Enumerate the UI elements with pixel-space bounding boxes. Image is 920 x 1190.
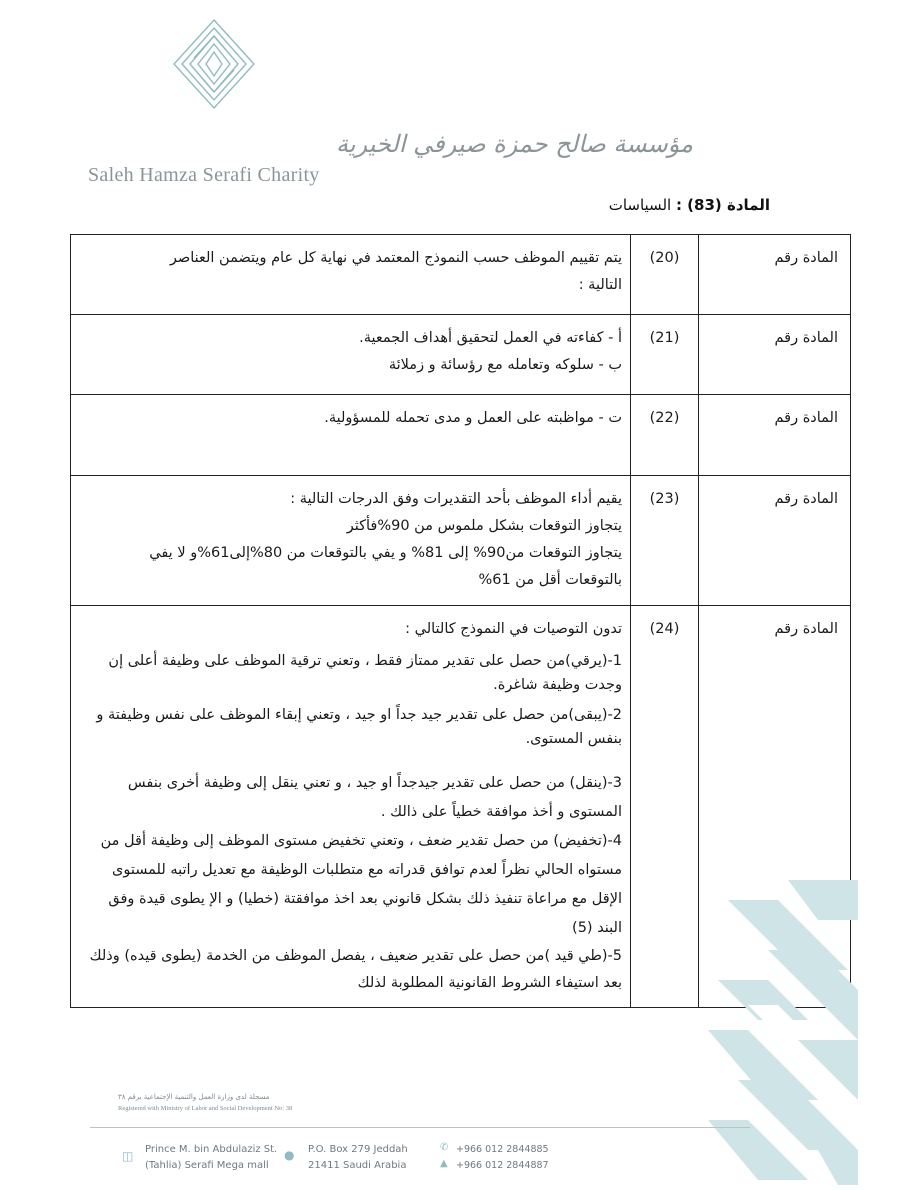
article-text bbox=[71, 476, 631, 606]
address-line: (Tahlia) Serafi Mega mall bbox=[145, 1160, 269, 1171]
recommendation-item: 1-(يرقي)من حصل على تقدير ممتاز فقط ، وتعني ترقية الموظف على وظيفة أعلى إن وجدت وظيفة شاغرة. bbox=[108, 653, 622, 693]
article-number bbox=[631, 315, 699, 395]
section-title-text: السياسات bbox=[608, 196, 676, 214]
logo-english-name: Saleh Hamza Serafi Charity bbox=[88, 164, 320, 186]
footer-divider bbox=[90, 1127, 750, 1128]
article-text bbox=[71, 395, 631, 476]
text-line: يتم تقييم الموظف حسب النموذج المعتمد في نهاية كل عام ويتضمن العناصر bbox=[169, 250, 622, 266]
article-label: المادة رقم bbox=[699, 315, 851, 395]
table-row bbox=[71, 395, 851, 476]
registration-note bbox=[118, 1092, 292, 1114]
article-text bbox=[71, 235, 631, 315]
article-number-text: (20) bbox=[649, 250, 680, 266]
text-line: التالية : bbox=[578, 277, 622, 293]
article-label: المادة رقم bbox=[699, 476, 851, 606]
article-text bbox=[71, 315, 631, 395]
location-pin-icon: ● bbox=[284, 1148, 295, 1162]
recommendation-item: 4-(تخفيض) من حصل تقدير ضعف ، وتعني تخفيض مستوى الموظف إلى وظيفة أقل من مستواه الحالي نظراً لعدم توافق قدراته مع متطلبات الوظيفة مع تعديل راتبه للمستوى الإقل مع مراعاة تنفيذ ذلك بشكل قانوني بعد اخذ موافقتة (خطيا) و الإ يطوى قيدة وفق البند (5) bbox=[100, 833, 622, 936]
article-number bbox=[631, 395, 699, 476]
pobox-line: P.O. Box 279 Jeddah bbox=[308, 1144, 408, 1155]
article-number bbox=[631, 476, 699, 606]
table-row bbox=[71, 476, 851, 606]
text-line: ت - مواظبته على العمل و مدى تحمله للمسؤولية. bbox=[324, 410, 622, 426]
svg-text:مؤسسة صالح حمزة صيرفي الخيرية: مؤسسة صالح حمزة صيرفي الخيرية bbox=[336, 130, 694, 158]
address-block bbox=[145, 1142, 277, 1174]
article-number-text: (23) bbox=[649, 491, 680, 507]
article-label: المادة رقم bbox=[699, 395, 851, 476]
pobox-line: 21411 Saudi Arabia bbox=[308, 1160, 407, 1171]
globe-icon: ◫ bbox=[122, 1149, 134, 1163]
text-line: تدون التوصيات في النموذج كالتالي : bbox=[405, 621, 622, 637]
logo-diamond-emblem bbox=[172, 18, 256, 114]
article-number-text: (22) bbox=[649, 410, 680, 426]
recommendation-item: 5-(طي قيد )من حصل على تقدير ضعيف ، يفصل الموظف من الخدمة (يطوى قيده) وذلك بعد استيفاء الشروط القانونية المطلوبة لذلك bbox=[89, 948, 622, 991]
article-number-text: (24) bbox=[649, 621, 680, 637]
article-number-text: (21) bbox=[649, 330, 680, 346]
phone-number: +966 012 2844885 bbox=[456, 1144, 549, 1155]
article-number bbox=[631, 606, 699, 1008]
pobox-block bbox=[308, 1142, 408, 1174]
text-line: ب - سلوكه وتعامله مع رؤسائة و زملائة bbox=[388, 357, 622, 373]
text-line: يقيم أداء الموظف بأحد التقديرات وفق الدرجات التالية : bbox=[290, 491, 622, 507]
article-number bbox=[631, 235, 699, 315]
table-row bbox=[71, 315, 851, 395]
address-line: Prince M. bin Abdulaziz St. bbox=[145, 1144, 278, 1155]
phone-block bbox=[456, 1142, 549, 1174]
fax-number: +966 012 2844887 bbox=[456, 1160, 549, 1171]
article-text bbox=[71, 606, 631, 1008]
recommendation-item: 3-(ينقل) من حصل على تقدير جيدجداً او جيد ، و تعني ينقل إلى وظيفة أخرى بنفس المستوى و أخذ موافقة خطياً على ذالك . bbox=[127, 775, 622, 820]
section-title-bold: المادة (83) : bbox=[675, 196, 770, 214]
text-line: يتجاوز التوقعات من90% إلى 81% و يفي بالتوقعات من 80%إلى61%و لا يفي bbox=[149, 545, 622, 561]
recommendation-item: 2-(يبقى)من حصل على تقدير جيد جداً او جيد ، وتعني إبقاء الموظف على نفس وظيفتة و بنفس المستوى. bbox=[96, 707, 622, 747]
text-line: أ - كفاءته في العمل لتحقيق أهداف الجمعية. bbox=[359, 330, 622, 346]
decorative-geometric-pattern bbox=[708, 880, 858, 1185]
phone-icon: ✆ bbox=[440, 1142, 449, 1153]
text-line: بالتوقعات أقل من 61% bbox=[478, 572, 622, 588]
charity-logo bbox=[88, 14, 694, 186]
table-row bbox=[71, 235, 851, 315]
text-line: يتجاوز التوقعات بشكل ملموس من 90%فأكثر bbox=[346, 518, 622, 534]
logo-arabic-calligraphy bbox=[88, 122, 694, 164]
article-label: المادة رقم bbox=[699, 606, 851, 1008]
registration-arabic: مسجلة لدى وزارة العمل والتنمية الإجتماعية برقم ٣٨ bbox=[118, 1093, 270, 1101]
section-title bbox=[609, 196, 770, 214]
fax-icon: ▲ bbox=[440, 1158, 448, 1169]
registration-english: Registered with Ministry of Labor and Social Development No: 38 bbox=[118, 1105, 293, 1112]
article-label: المادة رقم bbox=[699, 235, 851, 315]
